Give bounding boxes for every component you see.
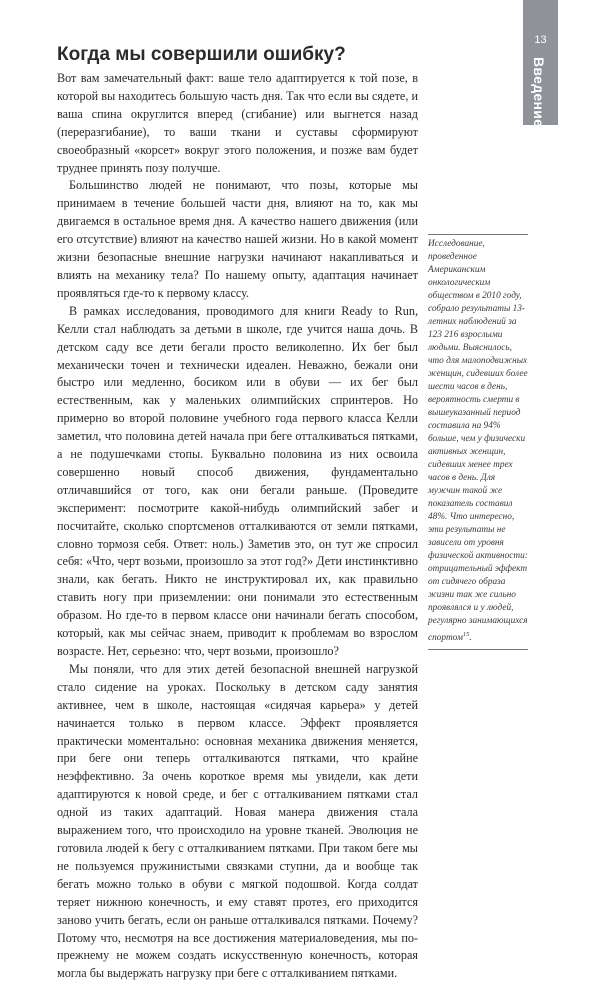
sidebar-top-rule (428, 234, 528, 235)
paragraph: В рамках исследования, проводимого для книги Ready to Run, Келли стал наблюдать за детьми в школе, где учится наша дочь. В детском саду все дети бегали просто великолепно. Их бег был механически точен и технически идеален. Неважно, бежали они быстро или медленно, босиком или в обуви — их бег был естественным, как у маленьких олимпийских спринтеров. Но примерно во второй половине учебного года первого класса Келли заметил, что половина детей начала при беге отталкиваться пятками, а не подушечками стопы. Буквально половина из них освоила совершенно новый способ движения, фундаментально отличавшийся от того, как они бегали раньше. (Проведите эксперимент: посмотрите какой-нибудь олимпийский забег и посчитайте, сколько спортсменов отталкиваются от земли пятками, словно тормозя себя. Ответ: ноль.) Заметив это, он тут же спросил себя: «Что, черт возьми, произошло за этот год?» Дети инстинктивно знали, как бегать. Никто не инструктировал их, как правильно ставить ногу при приземлении: они понимали это естественным образом. Но где-то в первом классе они начинали бегать способом, который, как мы сейчас знаем, приводит к проблемам во взрослом возрасте. Нет, серьезно: что, черт возьми, произошло? (57, 303, 418, 658)
page-tab (523, 0, 558, 128)
sidebar-footnote-ref: 15 (462, 631, 470, 638)
paragraph: Вот вам замечательный факт: ваше тело адаптируется к той позе, в которой вы находитесь большую часть дня. Так что если вы сядете, и ваша спина округлится вперед (сгибание) или выгнется назад (переразгибание), то ваши ткани и суставы сформируют своеобразный «корсет» вокруг этого положения, и позже вам будет труднее принять позу получше. (57, 71, 418, 175)
paragraph: Большинство людей не понимают, что позы, которые мы принимаем в течение большей части дня, влияют на то, как мы двигаемся в остальное время дня. А качество нашего движения (или его отсутствие) влияют на качество нашей жизни. Но в какой момент жизни безопасные внешние нагрузки начинают накапливаться и влиять на механику тела? По нашему опыту, адаптация начинает проявляться где-то к первому классу. (57, 178, 418, 300)
sidebar-note: Исследование, проведенное Американским онкологическим обществом в 2010 году, собрало результаты 13-летних наблюдений за 123 216 взрослыми людьми. Выяснилось, что для малоподвижных женщин, сидевших более шести часов в день, вероятность смерти в вышеуказанный период составила на 94% больше, чем у физически активных женщин, сидевших менее трех часов в день. Для мужчин такой же показатель составил 48%. Что интересно, эти результаты не зависели от уровня физической активности: отрицательный эффект от сидячего образа жизни так же сильно проявлялся и у людей, регулярно занимающихся спортом$^{15}$. (428, 234, 528, 650)
page-number: 13 (534, 34, 547, 46)
main-text (57, 70, 418, 983)
paragraph: Мы поняли, что для этих детей безопасной внешней нагрузкой стало сидение на уроках. Поскольку в детском саду занятия активнее, чем в школе, настоящая «сидячая карьера» у детей начинается только в первом классе. Эффект проявляется практически моментально: основная механика движения меняется, при беге они теперь отталкиваются пятками, что крайне неэффективно. За очень короткое время мы увидели, как дети адаптируются к новой среде, и бег с отталкиванием пятками стал одной из таких адаптаций. Новая манера движения стала выражением того, что происходило на уровне тканей. Эволюция не готовила людей к бегу с отталкиванием пятками. При таком беге мы не пользуемся пружинистыми связками ступни, да и вообще так бегать можно только в обуви с мягкой подошвой. Когда солдат теряет нижнюю конечность, и ему ставят протез, его приходится заново учить бегать, если он раньше отталкивался пятками. Почему? Потому что, несмотря на все достижения материаловедения, мы по-прежнему не можем создать искусственную конечность, которая могла бы выдержать нагрузку при беге с отталкиванием пятками. (57, 661, 418, 981)
sidebar-bottom-rule (428, 649, 528, 650)
sidebar-text: Исследование, проведенное Американским онкологическим обществом в 2010 году, собрало результаты 13-летних наблюдений за 123 216 взрослыми людьми. Выяснилось, что для малоподвижных женщин, сидевших более шести часов в день, вероятность смерти в вышеуказанный период составила на 94% больше, чем у физически активных женщин, сидевших менее трех часов в день. Для мужчин такой же показатель составил 48%. Что интересно, эти результаты не зависели от уровня физической активности: отрицательный эффект от сидячего образа жизни так же сильно проявлялся и у людей, регулярно занимающихся спортом (428, 239, 528, 644)
section-heading: Когда мы совершили ошибку? (57, 44, 346, 65)
section-label: Введение (531, 57, 547, 128)
